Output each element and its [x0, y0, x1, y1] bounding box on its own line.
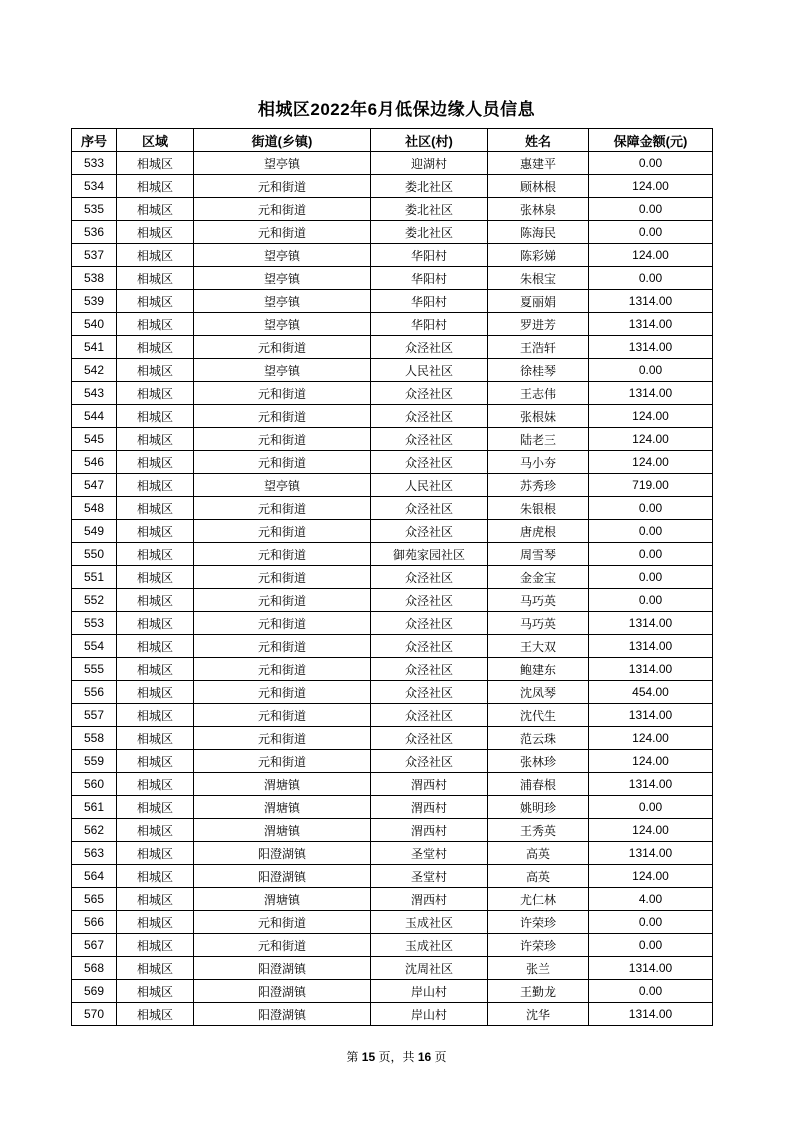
cell-street: 望亭镇 [194, 290, 371, 313]
cell-serial: 552 [72, 589, 117, 612]
table-row [72, 957, 713, 980]
cell-region: 相城区 [117, 221, 194, 244]
cell-community: 众泾社区 [371, 451, 488, 474]
table-row [72, 911, 713, 934]
cell-amount: 124.00 [589, 175, 713, 198]
footer-page-number: 15 [361, 1050, 376, 1064]
cell-region: 相城区 [117, 336, 194, 359]
table-row [72, 865, 713, 888]
cell-serial: 565 [72, 888, 117, 911]
cell-amount: 1314.00 [589, 612, 713, 635]
cell-region: 相城区 [117, 865, 194, 888]
cell-serial: 566 [72, 911, 117, 934]
cell-amount: 0.00 [589, 911, 713, 934]
cell-serial: 567 [72, 934, 117, 957]
cell-name: 朱银根 [488, 497, 589, 520]
cell-amount: 0.00 [589, 796, 713, 819]
column-header-name: 姓名 [488, 129, 589, 152]
cell-community: 众泾社区 [371, 428, 488, 451]
cell-region: 相城区 [117, 382, 194, 405]
cell-serial: 568 [72, 957, 117, 980]
cell-region: 相城区 [117, 980, 194, 1003]
footer-infix: 页，共 [378, 1050, 415, 1064]
cell-street: 阳澄湖镇 [194, 957, 371, 980]
cell-street: 望亭镇 [194, 152, 371, 175]
cell-region: 相城区 [117, 658, 194, 681]
cell-name: 沈华 [488, 1003, 589, 1026]
cell-street: 望亭镇 [194, 474, 371, 497]
cell-amount: 0.00 [589, 566, 713, 589]
cell-amount: 1314.00 [589, 773, 713, 796]
cell-serial: 533 [72, 152, 117, 175]
table-row [72, 589, 713, 612]
cell-name: 尤仁林 [488, 888, 589, 911]
cell-serial: 541 [72, 336, 117, 359]
table-row [72, 267, 713, 290]
cell-serial: 555 [72, 658, 117, 681]
table-row [72, 198, 713, 221]
cell-name: 王秀英 [488, 819, 589, 842]
cell-name: 夏丽娟 [488, 290, 589, 313]
cell-community: 娄北社区 [371, 175, 488, 198]
table-row [72, 566, 713, 589]
cell-community: 众泾社区 [371, 336, 488, 359]
cell-name: 罗进芳 [488, 313, 589, 336]
cell-name: 周雪琴 [488, 543, 589, 566]
cell-street: 元和街道 [194, 635, 371, 658]
cell-street: 阳澄湖镇 [194, 842, 371, 865]
cell-amount: 124.00 [589, 428, 713, 451]
cell-amount: 124.00 [589, 750, 713, 773]
benefits-table [71, 128, 713, 1026]
cell-serial: 537 [72, 244, 117, 267]
cell-amount: 1314.00 [589, 313, 713, 336]
cell-amount: 124.00 [589, 405, 713, 428]
cell-serial: 549 [72, 520, 117, 543]
cell-name: 马小夯 [488, 451, 589, 474]
cell-street: 元和街道 [194, 405, 371, 428]
cell-community: 众泾社区 [371, 658, 488, 681]
cell-region: 相城区 [117, 198, 194, 221]
cell-community: 玉成社区 [371, 934, 488, 957]
cell-community: 众泾社区 [371, 612, 488, 635]
cell-region: 相城区 [117, 888, 194, 911]
column-header-street: 街道(乡镇) [194, 129, 371, 152]
cell-community: 沈周社区 [371, 957, 488, 980]
table-row [72, 382, 713, 405]
cell-community: 华阳村 [371, 290, 488, 313]
cell-name: 张林珍 [488, 750, 589, 773]
cell-name: 金金宝 [488, 566, 589, 589]
cell-serial: 539 [72, 290, 117, 313]
table-row [72, 152, 713, 175]
cell-community: 华阳村 [371, 313, 488, 336]
cell-name: 顾林根 [488, 175, 589, 198]
cell-community: 众泾社区 [371, 704, 488, 727]
table-row [72, 520, 713, 543]
cell-street: 渭塘镇 [194, 888, 371, 911]
table-row [72, 704, 713, 727]
cell-serial: 551 [72, 566, 117, 589]
cell-street: 元和街道 [194, 750, 371, 773]
cell-community: 众泾社区 [371, 566, 488, 589]
cell-street: 元和街道 [194, 704, 371, 727]
cell-region: 相城区 [117, 911, 194, 934]
cell-name: 高英 [488, 865, 589, 888]
cell-amount: 0.00 [589, 359, 713, 382]
cell-name: 王大双 [488, 635, 589, 658]
cell-serial: 542 [72, 359, 117, 382]
cell-community: 华阳村 [371, 267, 488, 290]
cell-community: 岸山村 [371, 980, 488, 1003]
cell-region: 相城区 [117, 290, 194, 313]
cell-name: 陆老三 [488, 428, 589, 451]
cell-name: 马巧英 [488, 589, 589, 612]
cell-amount: 1314.00 [589, 382, 713, 405]
table-row [72, 336, 713, 359]
cell-serial: 544 [72, 405, 117, 428]
table-row [72, 244, 713, 267]
cell-community: 众泾社区 [371, 681, 488, 704]
cell-name: 许荣珍 [488, 934, 589, 957]
table-row [72, 290, 713, 313]
cell-amount: 1314.00 [589, 635, 713, 658]
cell-community: 众泾社区 [371, 497, 488, 520]
cell-street: 元和街道 [194, 221, 371, 244]
cell-amount: 0.00 [589, 543, 713, 566]
table-body [72, 152, 713, 1026]
cell-amount: 1314.00 [589, 336, 713, 359]
cell-community: 人民社区 [371, 359, 488, 382]
cell-serial: 558 [72, 727, 117, 750]
cell-community: 娄北社区 [371, 221, 488, 244]
table-row [72, 1003, 713, 1026]
cell-community: 圣堂村 [371, 842, 488, 865]
table-row [72, 796, 713, 819]
cell-name: 王志伟 [488, 382, 589, 405]
table-row [72, 405, 713, 428]
column-header-amount: 保障金额(元) [589, 129, 713, 152]
cell-name: 许荣珍 [488, 911, 589, 934]
table-row [72, 612, 713, 635]
cell-community: 娄北社区 [371, 198, 488, 221]
table-row [72, 497, 713, 520]
cell-region: 相城区 [117, 474, 194, 497]
cell-street: 元和街道 [194, 198, 371, 221]
table-row [72, 221, 713, 244]
cell-street: 元和街道 [194, 175, 371, 198]
table-row [72, 658, 713, 681]
footer-suffix: 页 [434, 1050, 447, 1064]
cell-street: 渭塘镇 [194, 819, 371, 842]
cell-street: 阳澄湖镇 [194, 865, 371, 888]
cell-name: 马巧英 [488, 612, 589, 635]
cell-region: 相城区 [117, 612, 194, 635]
cell-serial: 546 [72, 451, 117, 474]
cell-amount: 0.00 [589, 589, 713, 612]
cell-region: 相城区 [117, 842, 194, 865]
cell-region: 相城区 [117, 543, 194, 566]
cell-name: 沈凤琴 [488, 681, 589, 704]
cell-street: 阳澄湖镇 [194, 980, 371, 1003]
page-title: 相城区2022年6月低保边缘人员信息 [257, 100, 536, 119]
cell-region: 相城区 [117, 152, 194, 175]
table-row [72, 451, 713, 474]
table-row [72, 888, 713, 911]
cell-region: 相城区 [117, 428, 194, 451]
cell-region: 相城区 [117, 566, 194, 589]
cell-street: 元和街道 [194, 428, 371, 451]
table-row [72, 428, 713, 451]
column-header-community: 社区(村) [371, 129, 488, 152]
cell-region: 相城区 [117, 589, 194, 612]
cell-street: 元和街道 [194, 336, 371, 359]
cell-serial: 556 [72, 681, 117, 704]
cell-amount: 719.00 [589, 474, 713, 497]
cell-street: 元和街道 [194, 382, 371, 405]
cell-community: 玉成社区 [371, 911, 488, 934]
table-row [72, 543, 713, 566]
cell-community: 众泾社区 [371, 635, 488, 658]
cell-street: 元和街道 [194, 543, 371, 566]
table-row [72, 773, 713, 796]
cell-region: 相城区 [117, 175, 194, 198]
cell-serial: 557 [72, 704, 117, 727]
cell-street: 元和街道 [194, 681, 371, 704]
cell-amount: 0.00 [589, 980, 713, 1003]
table-row [72, 819, 713, 842]
cell-amount: 1314.00 [589, 1003, 713, 1026]
cell-name: 陈海民 [488, 221, 589, 244]
cell-region: 相城区 [117, 313, 194, 336]
cell-region: 相城区 [117, 934, 194, 957]
cell-serial: 540 [72, 313, 117, 336]
cell-name: 范云珠 [488, 727, 589, 750]
cell-amount: 124.00 [589, 727, 713, 750]
cell-region: 相城区 [117, 520, 194, 543]
cell-community: 众泾社区 [371, 750, 488, 773]
cell-serial: 562 [72, 819, 117, 842]
cell-street: 元和街道 [194, 727, 371, 750]
cell-street: 元和街道 [194, 497, 371, 520]
cell-region: 相城区 [117, 773, 194, 796]
cell-name: 惠建平 [488, 152, 589, 175]
cell-community: 众泾社区 [371, 405, 488, 428]
cell-serial: 564 [72, 865, 117, 888]
cell-serial: 559 [72, 750, 117, 773]
cell-community: 渭西村 [371, 773, 488, 796]
cell-name: 苏秀珍 [488, 474, 589, 497]
table-row [72, 750, 713, 773]
cell-name: 高英 [488, 842, 589, 865]
cell-serial: 560 [72, 773, 117, 796]
cell-serial: 550 [72, 543, 117, 566]
cell-community: 众泾社区 [371, 727, 488, 750]
cell-name: 沈代生 [488, 704, 589, 727]
cell-community: 迎湖村 [371, 152, 488, 175]
cell-name: 王浩轩 [488, 336, 589, 359]
cell-community: 渭西村 [371, 888, 488, 911]
cell-region: 相城区 [117, 704, 194, 727]
cell-region: 相城区 [117, 635, 194, 658]
table-row [72, 175, 713, 198]
cell-serial: 534 [72, 175, 117, 198]
cell-region: 相城区 [117, 451, 194, 474]
cell-region: 相城区 [117, 681, 194, 704]
cell-community: 众泾社区 [371, 589, 488, 612]
cell-region: 相城区 [117, 359, 194, 382]
cell-region: 相城区 [117, 1003, 194, 1026]
cell-street: 元和街道 [194, 658, 371, 681]
cell-serial: 563 [72, 842, 117, 865]
cell-community: 人民社区 [371, 474, 488, 497]
cell-region: 相城区 [117, 796, 194, 819]
cell-name: 陈彩娣 [488, 244, 589, 267]
cell-community: 御苑家园社区 [371, 543, 488, 566]
cell-community: 众泾社区 [371, 520, 488, 543]
cell-amount: 1314.00 [589, 658, 713, 681]
cell-amount: 0.00 [589, 497, 713, 520]
cell-region: 相城区 [117, 727, 194, 750]
cell-serial: 535 [72, 198, 117, 221]
cell-community: 圣堂村 [371, 865, 488, 888]
cell-amount: 0.00 [589, 267, 713, 290]
table-row [72, 313, 713, 336]
cell-region: 相城区 [117, 244, 194, 267]
cell-street: 元和街道 [194, 520, 371, 543]
cell-amount: 0.00 [589, 934, 713, 957]
cell-amount: 124.00 [589, 451, 713, 474]
cell-name: 鲍建东 [488, 658, 589, 681]
cell-street: 渭塘镇 [194, 773, 371, 796]
cell-region: 相城区 [117, 267, 194, 290]
cell-name: 朱根宝 [488, 267, 589, 290]
cell-street: 元和街道 [194, 612, 371, 635]
cell-serial: 547 [72, 474, 117, 497]
cell-street: 元和街道 [194, 934, 371, 957]
cell-name: 徐桂琴 [488, 359, 589, 382]
cell-street: 望亭镇 [194, 313, 371, 336]
cell-amount: 0.00 [589, 221, 713, 244]
cell-amount: 124.00 [589, 819, 713, 842]
table-row [72, 359, 713, 382]
column-header-serial: 序号 [72, 129, 117, 152]
cell-amount: 1314.00 [589, 704, 713, 727]
cell-region: 相城区 [117, 819, 194, 842]
cell-amount: 1314.00 [589, 842, 713, 865]
cell-amount: 0.00 [589, 520, 713, 543]
cell-amount: 4.00 [589, 888, 713, 911]
cell-serial: 554 [72, 635, 117, 658]
cell-community: 华阳村 [371, 244, 488, 267]
cell-name: 张林泉 [488, 198, 589, 221]
cell-community: 渭西村 [371, 819, 488, 842]
cell-street: 元和街道 [194, 589, 371, 612]
cell-amount: 1314.00 [589, 290, 713, 313]
page-footer [0, 1050, 793, 1065]
cell-street: 元和街道 [194, 911, 371, 934]
cell-community: 岸山村 [371, 1003, 488, 1026]
cell-serial: 569 [72, 980, 117, 1003]
cell-name: 张根妹 [488, 405, 589, 428]
cell-street: 望亭镇 [194, 359, 371, 382]
cell-name: 浦春根 [488, 773, 589, 796]
cell-serial: 561 [72, 796, 117, 819]
table-row [72, 980, 713, 1003]
cell-amount: 1314.00 [589, 957, 713, 980]
cell-region: 相城区 [117, 405, 194, 428]
cell-serial: 543 [72, 382, 117, 405]
column-header-region: 区域 [117, 129, 194, 152]
footer-prefix: 第 [346, 1050, 359, 1064]
cell-serial: 570 [72, 1003, 117, 1026]
table-row [72, 727, 713, 750]
cell-name: 王勤龙 [488, 980, 589, 1003]
table-row [72, 474, 713, 497]
cell-name: 张兰 [488, 957, 589, 980]
cell-amount: 124.00 [589, 244, 713, 267]
header-row [72, 129, 713, 152]
footer-total-pages: 16 [417, 1050, 432, 1064]
cell-street: 望亭镇 [194, 244, 371, 267]
table-row [72, 681, 713, 704]
cell-region: 相城区 [117, 957, 194, 980]
cell-serial: 553 [72, 612, 117, 635]
cell-serial: 538 [72, 267, 117, 290]
cell-street: 渭塘镇 [194, 796, 371, 819]
table-row [72, 635, 713, 658]
cell-street: 望亭镇 [194, 267, 371, 290]
cell-name: 姚明珍 [488, 796, 589, 819]
cell-region: 相城区 [117, 750, 194, 773]
cell-region: 相城区 [117, 497, 194, 520]
table-row [72, 842, 713, 865]
cell-amount: 0.00 [589, 152, 713, 175]
cell-amount: 454.00 [589, 681, 713, 704]
cell-community: 渭西村 [371, 796, 488, 819]
cell-street: 元和街道 [194, 566, 371, 589]
cell-serial: 536 [72, 221, 117, 244]
cell-serial: 545 [72, 428, 117, 451]
cell-serial: 548 [72, 497, 117, 520]
cell-amount: 0.00 [589, 198, 713, 221]
cell-community: 众泾社区 [371, 382, 488, 405]
cell-amount: 124.00 [589, 865, 713, 888]
cell-street: 元和街道 [194, 451, 371, 474]
table-row [72, 934, 713, 957]
cell-street: 阳澄湖镇 [194, 1003, 371, 1026]
cell-name: 唐虎根 [488, 520, 589, 543]
